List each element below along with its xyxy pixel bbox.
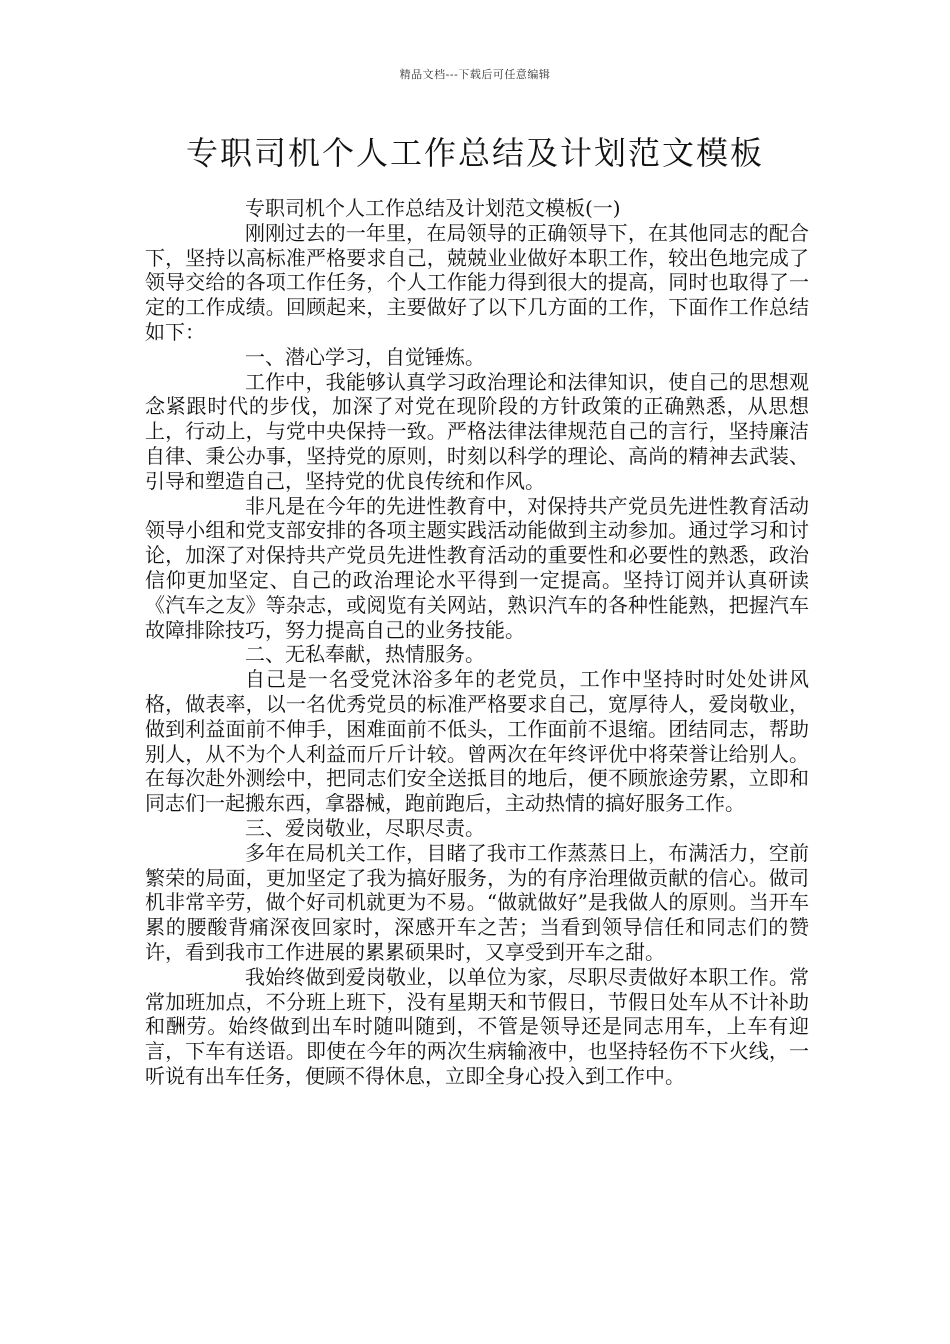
section-heading: 一、潜心学习，自觉锤炼。	[245, 344, 485, 369]
section-heading: 三、爱岗敬业，尽职尽责。	[245, 815, 485, 840]
header-note: 精品文档---下载后可任意编辑	[399, 68, 551, 81]
body-paragraph: 非凡是在今年的先进性教育中，对保持共产党员先进性教育活动领导小组和党支部安排的各项主题实践活动能做到主动参加。通过学习和讨论，加深了对保持共产党员先进性教育活动的重要性和必要性的熟悉，政治信仰更加坚定、自己的政治理论水平得到一定提高。坚持订阅并认真研读《汽车之友》等杂志，或阅览有关网站，熟识汽车的各种性能熟，把握汽车故障排除技巧，努力提高自己的业务技能。	[145, 493, 809, 642]
body-paragraph: 我始终做到爱岗敬业，以单位为家，尽职尽责做好本职工作。常常加班加点，不分班上班下，没有星期天和节假日，节假日处车从不计补助和酬劳。始终做到出车时随叫随到，不管是领导还是同志用车，上车有迎言，下车有送语。即使在今年的两次生病输液中，也坚持轻伤不下火线，一听说有出车任务，便顾不得休息，立即全身心投入到工作中。	[145, 964, 809, 1088]
subtitle-paragraph: 专职司机个人工作总结及计划范文模板(一)	[245, 196, 621, 220]
body-paragraph: 多年在局机关工作，目睹了我市工作蒸蒸日上，布满活力，空前繁荣的局面，更加坚定了我为搞好服务，为的有序治理做贡献的信心。做司机非常辛劳，做个好司机就更为不易。“做就做好”是我做人的原则。当开车累的腰酸背痛深夜回家时，深感开车之苦；当看到领导信任和同志们的赞许，看到我市工作进展的累累硕果时，又享受到开车之甜。	[145, 840, 809, 964]
body-paragraph: 刚刚过去的一年里，在局领导的正确领导下，在其他同志的配合下，坚持以高标准严格要求自己，兢兢业业做好本职工作，较出色地完成了领导交给的各项工作任务，个人工作能力得到很大的提高，同时也取得了一定的工作成绩。回顾起来，主要做好了以下几方面的工作，下面作工作总结如下：	[145, 220, 809, 344]
document-title: 专职司机个人工作总结及计划范文模板	[185, 134, 764, 172]
body-paragraph: 自己是一名受党沐浴多年的老党员，工作中坚持时时处处讲风格，做表率，以一名优秀党员的标准严格要求自己，宽厚待人，爱岗敬业，做到利益面前不伸手，困难面前不低头，工作面前不退缩。团结同志，帮助别人，从不为个人利益而斤斤计较。曾两次在年终评优中将荣誉让给别人。在每次赴外测绘中，把同志们安全送抵目的地后，便不顾旅途劳累，立即和同志们一起搬东西，拿器械，跑前跑后，主动热情的搞好服务工作。	[145, 667, 809, 816]
section-heading: 二、无私奉献，热情服务。	[245, 642, 485, 667]
body-paragraph: 工作中，我能够认真学习政治理论和法律知识，使自己的思想观念紧跟时代的步伐，加深了对党在现阶段的方针政策的正确熟悉，从思想上，行动上，与党中央保持一致。严格法律法律规范自己的言行，坚持廉洁自律、秉公办事，坚持党的原则，时刻以科学的理论、高尚的精神去武装、引导和塑造自己，坚持党的优良传统和作风。	[145, 369, 809, 493]
document-body	[145, 196, 809, 1089]
